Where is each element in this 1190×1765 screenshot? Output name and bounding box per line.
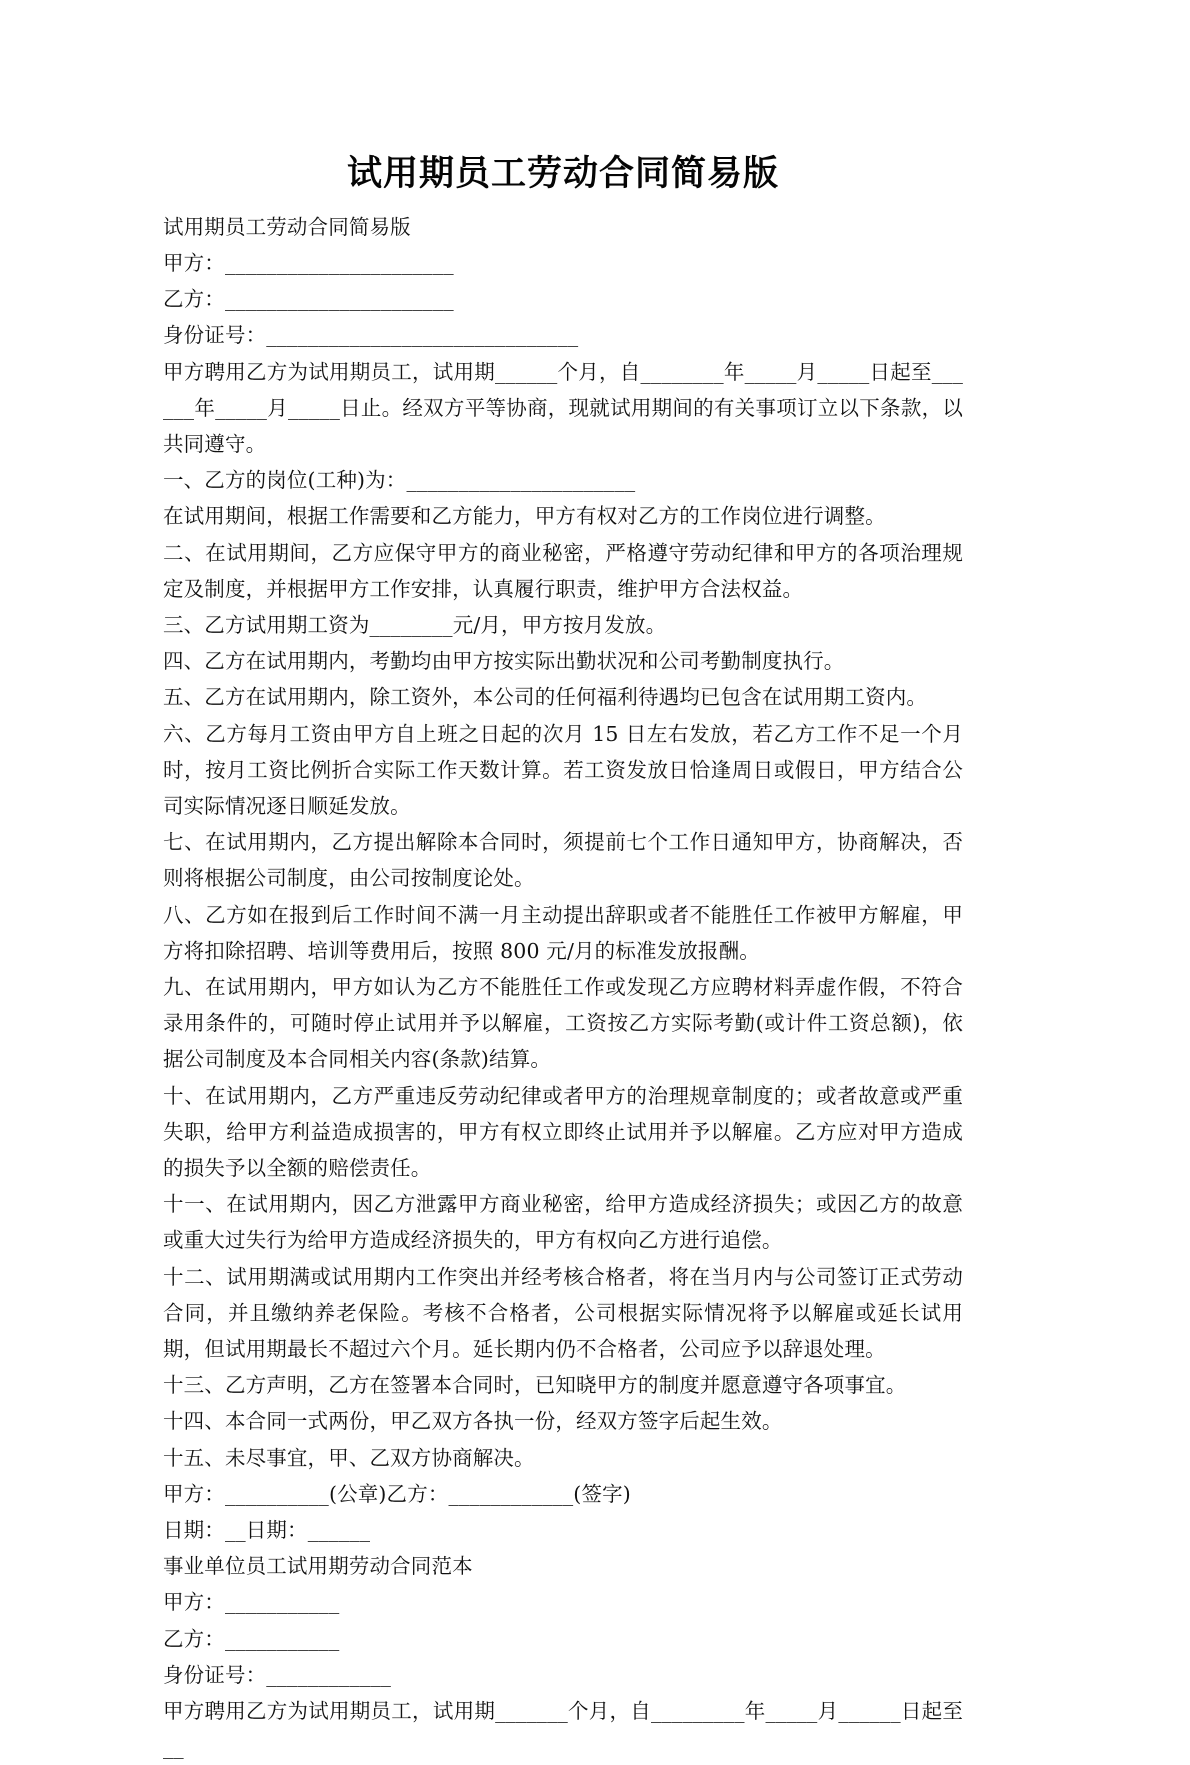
second-paragraph-preamble: 甲方聘用乙方为试用期员工，试用期_______个月，自_________年_____月______日起至__ [163,1699,963,1760]
clause-3: 三、乙方试用期工资为________元/月，甲方按月发放。 [163,612,667,637]
clause-9: 九、在试用期内，甲方如认为乙方不能胜任工作或发现乙方应聘材料弄虚作假，不符合录用条件的，可随时停止试用并予以解雇，工资按乙方实际考勤(或计件工资总额)，依据公司制度及本合同相关内容(条款)结算。 [163,975,963,1072]
clause-8: 八、乙方如在报到后工作时间不满一月主动提出辞职或者不能胜任工作被甲方解雇，甲方将扣除招聘、培训等费用后，按照 800 元/月的标准发放报酬。 [163,902,963,963]
field-party-a: 甲方：______________________ [163,250,454,275]
clause-1-continued: 在试用期间，根据工作需要和乙方能力，甲方有权对乙方的工作岗位进行调整。 [163,504,886,529]
clause-13: 十三、乙方声明，乙方在签署本合同时，已知晓甲方的制度并愿意遵守各项事宜。 [163,1373,907,1398]
document-body [163,0,963,1765]
signature-line: 甲方：__________(公章)乙方：____________(签字) [163,1481,631,1506]
clause-4: 四、乙方在试用期内，考勤均由甲方按实际出勤状况和公司考勤制度执行。 [163,649,845,674]
second-template-title: 事业单位员工试用期劳动合同范本 [163,1554,473,1579]
clause-10: 十、在试用期内，乙方严重违反劳动纪律或者甲方的治理规章制度的；或者故意或严重失职，给甲方利益造成损害的，甲方有权立即终止试用并予以解雇。乙方应对甲方造成的损失予以全额的赔偿责任。 [163,1083,963,1181]
clause-12: 十二、试用期满或试用期内工作突出并经考核合格者，将在当月内与公司签订正式劳动合同，并且缴纳养老保险。考核不合格者，公司根据实际情况将予以解雇或延长试用期，但试用期最长不超过六个月。延长期内仍不合格者，公司应予以辞退处理。 [163,1264,963,1362]
paragraph-preamble: 甲方聘用乙方为试用期员工，试用期______个月，自________年_____月_____日起至______年_____月_____日止。经双方平等协商，现就试用期间的有关事项订立以下条款，以共同遵守。 [163,359,963,456]
clause-15: 十五、未尽事宜，甲、乙双方协商解决。 [163,1445,535,1470]
clause-7: 七、在试用期内，乙方提出解除本合同时，须提前七个工作日通知甲方，协商解决，否则将根据公司制度，由公司按制度论处。 [163,830,963,891]
field-party-b: 乙方：______________________ [163,287,454,312]
page-title: 试用期员工劳动合同简易版 [346,153,779,194]
clause-1: 一、乙方的岗位(工种)为：______________________ [163,468,636,493]
second-field-id-number: 身份证号：____________ [163,1662,392,1687]
clause-6: 六、乙方每月工资由甲方自上班之日起的次月 15 日左右发放，若乙方工作不足一个月时，按月工资比例折合实际工作天数计算。若工资发放日恰逢周日或假日，甲方结合公司实际情况逐日顺延发放。 [163,721,963,818]
clause-2: 二、在试用期间，乙方应保守甲方的商业秘密，严格遵守劳动纪律和甲方的各项治理规定及制度，并根据甲方工作安排，认真履行职责，维护甲方合法权益。 [163,540,963,601]
second-field-party-a: 甲方：___________ [163,1590,340,1615]
date-line: 日期：__日期：______ [163,1518,371,1543]
paragraph-subtitle: 试用期员工劳动合同简易版 [163,214,411,239]
clause-5: 五、乙方在试用期内，除工资外，本公司的任何福利待遇均已包含在试用期工资内。 [163,685,928,710]
second-field-party-b: 乙方：___________ [163,1626,340,1651]
clause-11: 十一、在试用期内，因乙方泄露甲方商业秘密，给甲方造成经济损失；或因乙方的故意或重大过失行为给甲方造成经济损失的，甲方有权向乙方进行追偿。 [163,1192,963,1253]
clause-14: 十四、本合同一式两份，甲乙双方各执一份，经双方签字后起生效。 [163,1409,783,1434]
field-id-number: 身份证号：______________________________ [163,323,579,348]
